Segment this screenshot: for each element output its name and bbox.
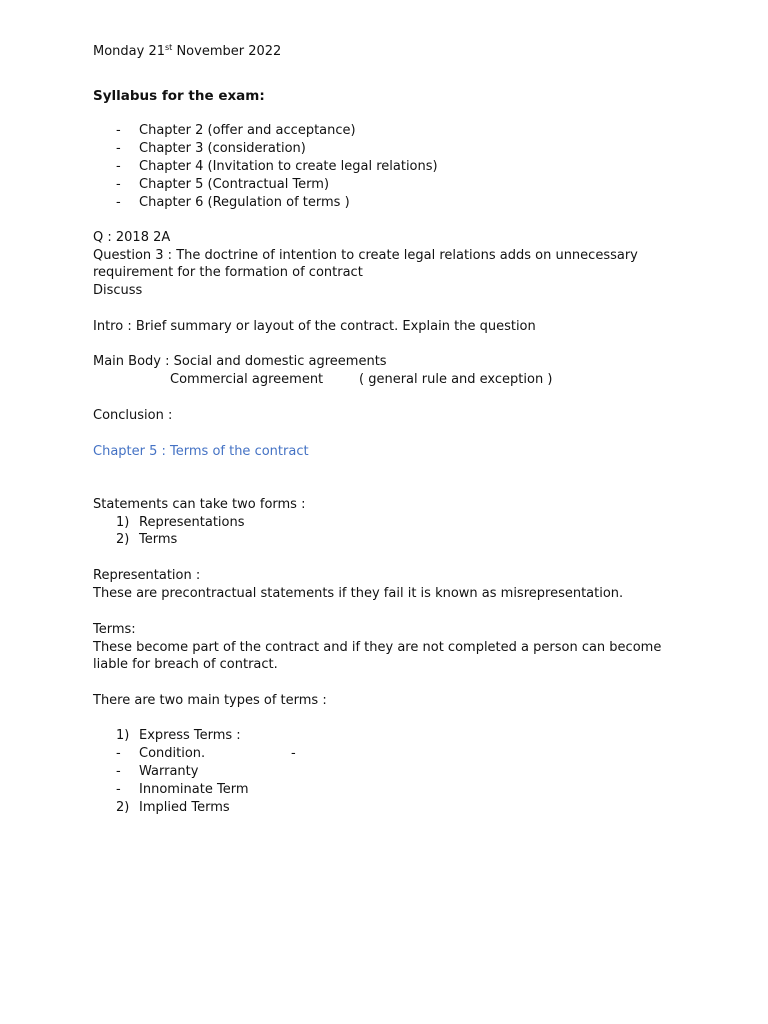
representation-text: These are precontractual statements if they fail it is known as misrepresentation.: [93, 586, 624, 601]
list-number: 2): [116, 800, 130, 815]
list-bullet: -: [116, 123, 121, 138]
terms-heading: Terms:: [93, 622, 136, 637]
conclusion-line: Conclusion :: [93, 408, 173, 423]
statements-intro: Statements can take two forms :: [93, 497, 306, 512]
list-bullet: -: [116, 159, 121, 174]
list-item: Chapter 5 (Contractual Term): [139, 177, 330, 192]
list-bullet: -: [116, 141, 121, 156]
list-bullet: -: [116, 782, 121, 797]
list-bullet: -: [116, 746, 121, 761]
stray-dash: -: [291, 746, 296, 761]
general-rule-exception: ( general rule and exception ): [359, 372, 553, 387]
list-item: Condition.: [139, 746, 206, 761]
list-item: Chapter 3 (consideration): [139, 141, 306, 156]
date-month-year: November 2022: [172, 44, 282, 59]
list-item: Implied Terms: [139, 800, 230, 815]
date-line: [93, 43, 281, 61]
list-item: Express Terms :: [139, 728, 241, 743]
list-item: Chapter 4 (Invitation to create legal relations): [139, 159, 438, 174]
list-bullet: -: [116, 195, 121, 210]
list-item: Terms: [139, 532, 178, 547]
question-discuss: Discuss: [93, 283, 143, 298]
terms-text: These become part of the contract and if they are not completed a person can become: [93, 640, 662, 655]
representation-heading: Representation :: [93, 568, 201, 583]
list-bullet: -: [116, 177, 121, 192]
terms-text: liable for breach of contract.: [93, 657, 278, 672]
types-intro: There are two main types of terms :: [93, 693, 327, 708]
date-day: Monday 21: [93, 44, 165, 59]
list-item: Representations: [139, 515, 245, 530]
list-bullet: -: [116, 764, 121, 779]
chapter5-heading: Chapter 5 : Terms of the contract: [93, 444, 309, 459]
list-item: Chapter 6 (Regulation of terms ): [139, 195, 350, 210]
question-line: Question 3 : The doctrine of intention to create legal relations adds on unnecessary: [93, 248, 638, 263]
commercial-agreement: Commercial agreement: [170, 372, 324, 387]
list-number: 1): [116, 515, 130, 530]
date-ordinal: st: [165, 43, 173, 52]
question-line: requirement for the formation of contract: [93, 265, 363, 280]
list-item: Warranty: [139, 764, 199, 779]
list-number: 2): [116, 532, 130, 547]
main-body-line: Main Body : Social and domestic agreements: [93, 354, 387, 369]
list-number: 1): [116, 728, 130, 743]
intro-line: Intro : Brief summary or layout of the contract. Explain the question: [93, 319, 536, 334]
list-item: Chapter 2 (offer and acceptance): [139, 123, 356, 138]
syllabus-heading: Syllabus for the exam:: [93, 88, 265, 104]
list-item: Innominate Term: [139, 782, 249, 797]
question-ref: Q : 2018 2A: [93, 230, 171, 245]
